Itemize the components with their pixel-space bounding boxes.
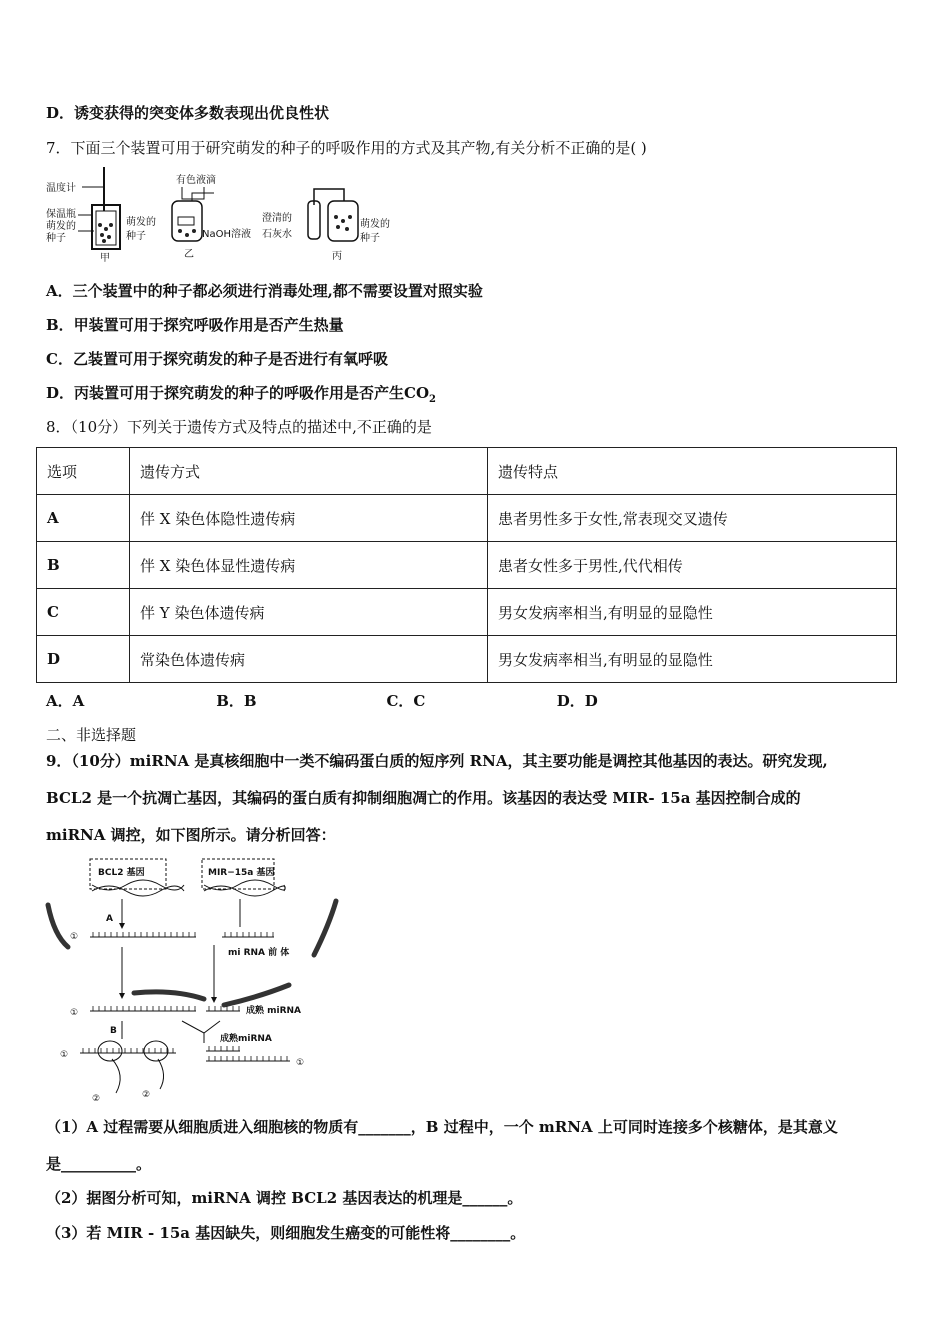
q9-line1: 9．（10分）miRNA 是真核细胞中一类不编码蛋白质的短序列 RNA，其主要功能是调控其他基因的表达。研究发现,: [46, 752, 828, 770]
label-circle1-a: ①: [70, 932, 79, 942]
label-circle1-b: ①: [70, 1008, 79, 1018]
label-thermometer: 温度计: [46, 183, 76, 194]
label-colored-drop: 有色液滴: [176, 175, 216, 186]
label-mature2: 成熟miRNA: [220, 1034, 272, 1044]
q9-line2: BCL2 是一个抗凋亡基因，其编码的蛋白质有抑制细胞凋亡的作用。该基因的表达受 MIR- 15a 基因控制合成的: [46, 789, 801, 807]
choice-d: D．D: [556, 692, 598, 710]
label-circle1-d: ①: [296, 1058, 305, 1068]
section-title: 二、非选择题: [46, 726, 137, 744]
label-circle1-c: ①: [60, 1050, 69, 1060]
label-seeds-a1: 萌发的: [46, 221, 76, 232]
q7-option-c: C．乙装置可用于探究萌发的种子是否进行有氧呼吸: [46, 350, 388, 368]
label-mature1: 成熟 miRNA: [246, 1006, 302, 1016]
label-seeds-b1: 萌发的: [126, 217, 156, 228]
table-row: B 伴 X 染色体显性遗传病 患者女性多于男性,代代相传: [37, 542, 897, 589]
label-limewater2: 石灰水: [262, 229, 292, 240]
label-b: B: [110, 1026, 117, 1036]
table-row: C 伴 Y 染色体遗传病 男女发病率相当,有明显的显隐性: [37, 589, 897, 636]
choice-a: A．A: [46, 692, 85, 710]
seeds-b: [178, 229, 196, 237]
q7-stem: 7．下面三个装置可用于研究萌发的种子的呼吸作用的方式及其产物,有关分析不正确的是( ): [46, 139, 647, 157]
q9-sub1b: 是__________。: [46, 1155, 152, 1173]
header-mode: 遗传方式: [130, 448, 488, 495]
label-jia: 甲: [100, 253, 110, 263]
label-seeds-c1: 萌发的: [360, 219, 390, 230]
label-yi: 乙: [184, 249, 194, 260]
table-row: A 伴 X 染色体隐性遗传病 患者男性多于女性,常表现交叉遗传: [37, 495, 897, 542]
label-bcl2: BCL2 基因: [98, 868, 145, 878]
seeds-a: [98, 223, 113, 243]
label-circle2-b: ②: [142, 1090, 151, 1100]
q7-apparatus-figure: [44, 165, 404, 263]
label-naoh: NaOH溶液: [202, 229, 251, 240]
label-bing: 丙: [332, 251, 342, 262]
q7-option-b: B．甲装置可用于探究呼吸作用是否产生热量: [46, 316, 344, 334]
label-limewater1: 澄清的: [262, 213, 292, 224]
label-seeds-c2: 种子: [360, 233, 380, 244]
q8-stem: 8．（10分）下列关于遗传方式及特点的描述中,不正确的是: [46, 418, 432, 436]
choice-c: C．C: [386, 692, 426, 710]
choice-b: B．B: [216, 692, 257, 710]
q6-option-d: D．诱变获得的突变体多数表现出优良性状: [46, 104, 330, 122]
label-a: A: [106, 914, 113, 924]
label-seeds-a2: 种子: [46, 233, 66, 244]
seeds-c: [334, 215, 352, 231]
label-seeds-b2: 种子: [126, 231, 146, 242]
label-circle2-a: ②: [92, 1094, 101, 1104]
label-mirna-pre: mi RNA 前 体: [228, 948, 290, 958]
header-option: 选项: [37, 448, 130, 495]
q9-sub3: （3）若 MIR - 15a 基因缺失，则细胞发生癌变的可能性将________。: [46, 1224, 526, 1242]
q9-line3: miRNA 调控，如下图所示。请分析回答：: [46, 826, 336, 844]
q8-choices: [46, 690, 598, 711]
q7-option-d: D．丙装置可用于探究萌发的种子的呼吸作用是否产生$CO_2$: [46, 384, 436, 405]
label-mir: MIR−15a 基因: [208, 868, 275, 878]
table-header-row: [37, 448, 897, 495]
header-feature: 遗传特点: [488, 448, 897, 495]
q9-sub2: （2）据图分析可知，miRNA 调控 BCL2 基因表达的机理是______。: [46, 1189, 523, 1207]
q9-mirna-figure: [44, 855, 354, 1105]
q9-sub1a: （1）A 过程需要从细胞质进入细胞核的物质有_______，B 过程中，一个 mRNA 上可同时连接多个核糖体，是其意义: [46, 1118, 838, 1136]
table-row: D 常染色体遗传病 男女发病率相当,有明显的显隐性: [37, 636, 897, 683]
label-flask: 保温瓶: [46, 209, 76, 220]
q7-option-a: A．三个装置中的种子都必须进行消毒处理,都不需要设置对照实验: [46, 282, 483, 300]
q8-table: [36, 447, 897, 683]
